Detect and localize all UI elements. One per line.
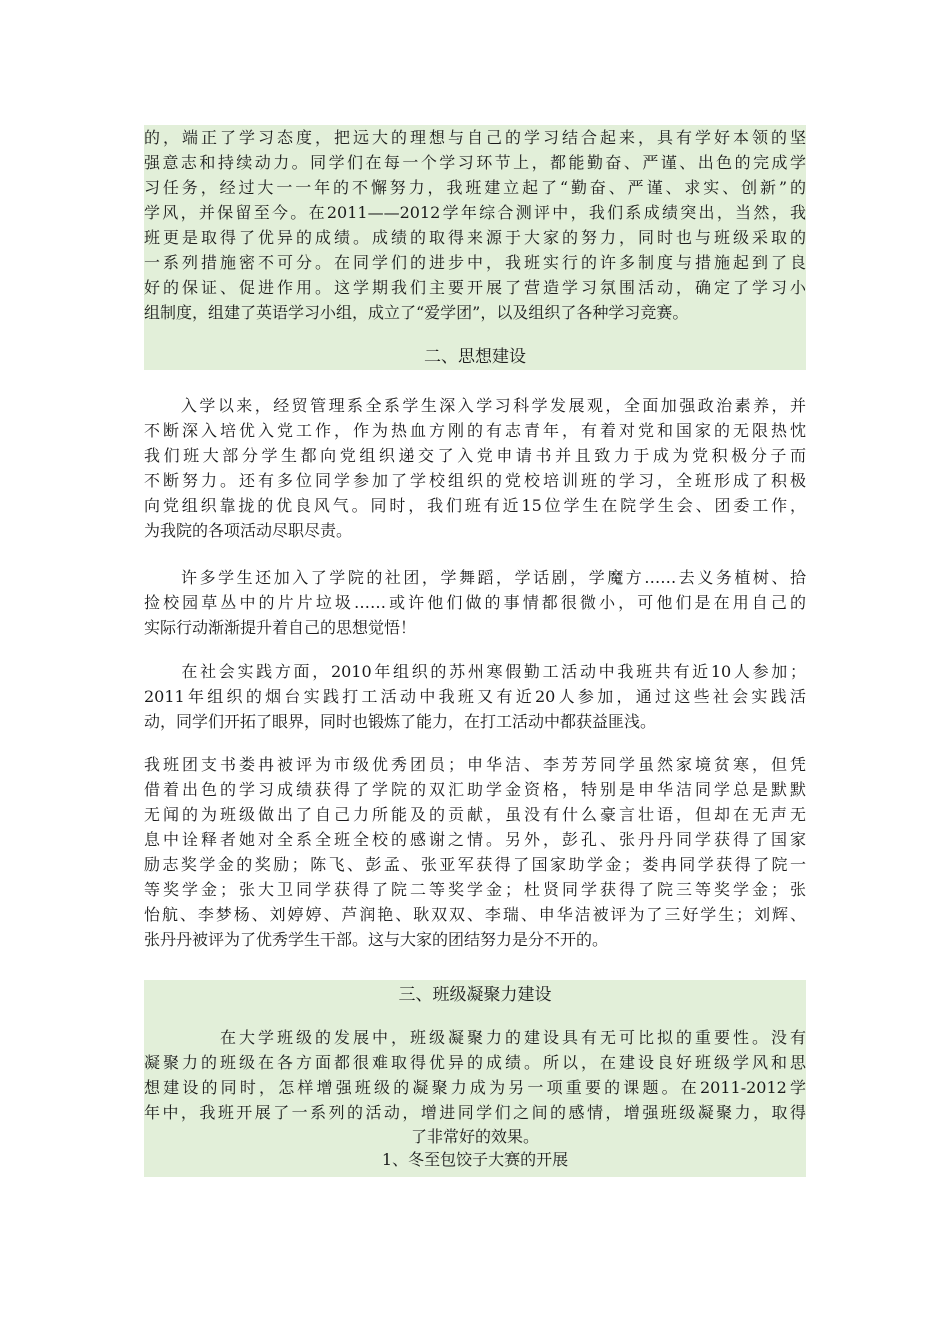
text-line: 实际行动渐渐提升着自己的思想觉悟！ [144,618,417,637]
section-heading-ideology: 二、思想建设 [424,347,526,367]
text-line: 我班团支书娄冉被评为市级优秀团员；申华洁、李芳芳同学虽然家境贫寒，但凭 [144,755,806,774]
paragraph-clubs [144,565,806,640]
text-line: 励志奖学金的奖励；陈飞、彭孟、张亚军获得了国家助学金；娄冉同学获得了院一 [144,855,806,874]
text-line: 动，同学们开拓了眼界，同时也锻炼了能力，在打工活动中都获益匪浅。 [144,712,657,731]
paragraph-ideology [144,393,806,543]
text-line: 班更是取得了优异的成绩。成绩的取得来源于大家的努力，同时也与班级采取的 [144,228,806,247]
text-line: 在大学班级的发展中，班级凝聚力的建设具有无可比拟的重要性。没有 [144,1028,806,1047]
text-line: 组制度，组建了英语学习小组，成立了“爱学团”，以及组织了各种学习竞赛。 [144,303,689,322]
text-line: 年中，我班开展了一系列的活动，增进同学们之间的感情，增强班级凝聚力，取得 [144,1103,806,1122]
paragraph-social-practice [144,659,806,734]
text-line: 借着出色的学习成绩获得了学院的双汇助学金资格，特别是申华洁同学总是默默 [144,780,806,799]
text-line: 不断努力。还有多位同学参加了学校组织的党校培训班的学习，全班形成了积极 [144,471,806,490]
text-line: 怡航、李梦杨、刘婷婷、芦润艳、耿双双、李瑞、申华洁被评为了三好学生；刘辉、 [144,905,806,924]
text-line: 强意志和持续动力。同学们在每一个学习环节上，都能勤奋、严谨、出色的完成学 [144,153,806,172]
section-heading-cohesion: 三、班级凝聚力建设 [398,985,552,1005]
study-section-text [144,125,806,325]
text-line: 向党组织靠拢的优良风气。同时，我们班有近15位学生在院学生会、团委工作， [144,496,806,515]
subheading-dumpling-contest: 1、冬至包饺子大赛的开展 [381,1150,569,1169]
text-line: 息中诠释者她对全系全班全校的感谢之情。另外，彭孔、张丹丹同学获得了国家 [144,830,806,849]
cohesion-section-block [144,980,806,1177]
text-line: 好的保证、促进作用。这学期我们主要开展了营造学习氛围活动，确定了学习小 [144,278,806,297]
text-line: 学风，并保留至今。在2011——2012学年综合测评中，我们系成绩突出，当然，我 [144,203,806,222]
text-line: 的，端正了学习态度，把远大的理想与自己的学习结合起来，具有学好本领的坚 [144,128,806,147]
text-line: 了非常好的效果。 [410,1127,539,1146]
text-line: 不断深入培优入党工作，作为热血方刚的有志青年，有着对党和国家的无限热忱 [144,421,806,440]
cohesion-section-text [144,1025,806,1171]
text-line: 我们班大部分学生都向党组织递交了入党申请书并且致力于成为党积极分子而 [144,446,806,465]
text-line: 无闻的为班级做出了自己力所能及的贡献，虽没有什么豪言壮语，但却在无声无 [144,805,806,824]
study-section-block [144,125,806,370]
text-line: 一系列措施密不可分。在同学们的进步中，我班实行的许多制度与措施起到了良 [144,253,806,272]
text-line: 捡校园草丛中的片片垃圾……或许他们做的事情都很微小，可他们是在用自己的 [144,593,806,612]
text-line: 等奖学金；张大卫同学获得了院二等奖学金；杜贤同学获得了院三等奖学金；张 [144,880,806,899]
text-line: 张丹丹被评为了优秀学生干部。这与大家的团结努力是分不开的。 [144,930,609,949]
text-line: 为我院的各项活动尽职尽责。 [144,521,353,540]
text-line: 入学以来，经贸管理系全系学生深入学习科学发展观，全面加强政治素养，并 [144,396,806,415]
text-line: 想建设的同时，怎样增强班级的凝聚力成为另一项重要的课题。在2011-2012学 [144,1078,806,1097]
text-line: 2011年组织的烟台实践打工活动中我班又有近20人参加，通过这些社会实践活 [144,687,806,706]
text-line: 许多学生还加入了学院的社团，学舞蹈，学话剧，学魔方……去义务植树、拾 [144,568,806,587]
text-line: 凝聚力的班级在各方面都很难取得优异的成绩。所以，在建设良好班级学风和思 [144,1053,806,1072]
paragraph-awards [144,752,806,952]
text-line: 习任务，经过大一一年的不懈努力，我班建立起了“勤奋、严谨、求实、创新”的 [144,178,806,197]
text-line: 在社会实践方面，2010年组织的苏州寒假勤工活动中我班共有近10人参加； [144,662,806,681]
